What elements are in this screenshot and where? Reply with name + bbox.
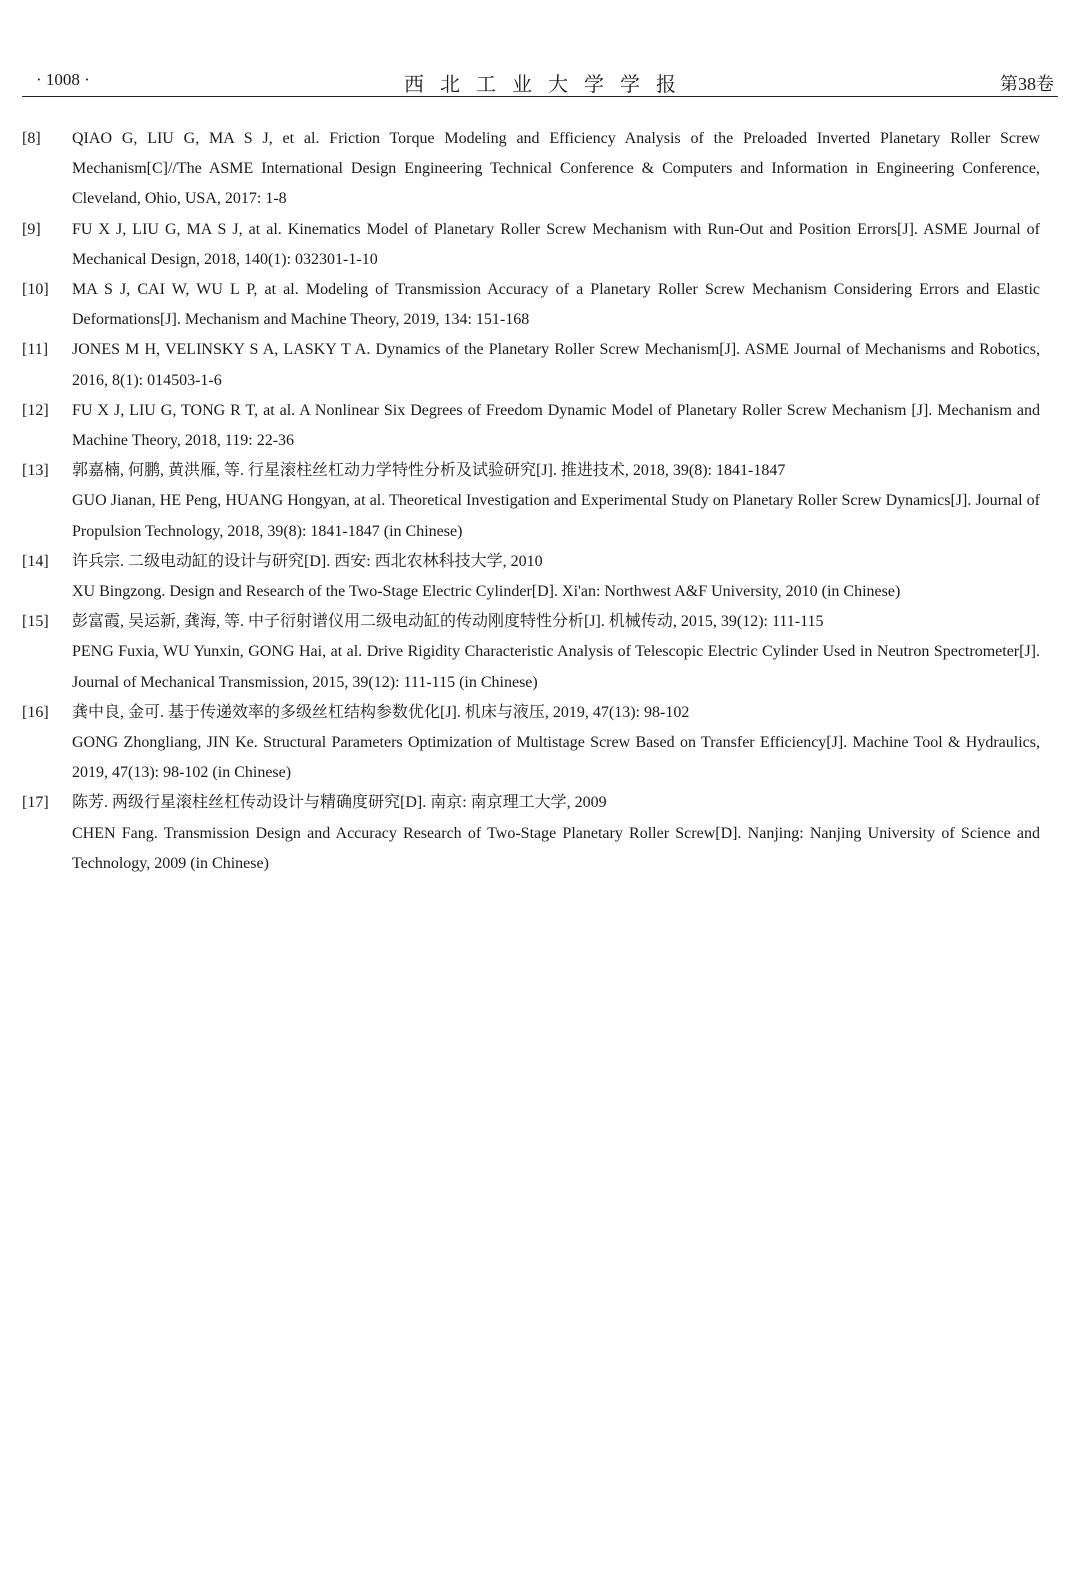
reference-number: [17] xyxy=(22,794,49,812)
reference-number: [11] xyxy=(22,341,49,359)
reference-item xyxy=(22,607,1040,698)
reference-text xyxy=(72,607,1040,698)
reference-text xyxy=(72,335,1040,395)
reference-line: QIAO G, LIU G, MA S J, et al. Friction Torque Modeling and Efficiency Analysis of the Preloaded Inverted Planetary Roller Screw Mechanism[C]//The ASME International Design Engineering Technical Conference & Computers and Information in Engineering Conference, Cleveland, Ohio, USA, 2017: 1-8 xyxy=(72,130,1040,208)
reference-line: JONES M H, VELINSKY S A, LASKY T A. Dynamics of the Planetary Roller Screw Mechanism[J]. ASME Journal of Mechanisms and Robotics, 2016, 8(1): 014503-1-6 xyxy=(72,341,1040,389)
reference-line-english: GONG Zhongliang, JIN Ke. Structural Parameters Optimization of Multistage Screw Based on Transfer Efficiency[J]. Machine Tool & Hydraulics, 2019, 47(13): 98-102 (in Chinese) xyxy=(72,734,1040,782)
reference-line-chinese: 龚中良, 金可. 基于传递效率的多级丝杠结构参数优化[J]. 机床与液压, 2019, 47(13): 98-102 xyxy=(72,703,690,721)
reference-text xyxy=(72,788,1040,879)
reference-line-chinese: 陈芳. 两级行星滚柱丝杠传动设计与精确度研究[D]. 南京: 南京理工大学, 2009 xyxy=(72,794,607,812)
page-header xyxy=(22,68,1058,97)
reference-item xyxy=(22,275,1040,335)
reference-number: [10] xyxy=(22,281,49,299)
reference-item xyxy=(22,547,1040,607)
reference-item xyxy=(22,396,1040,456)
reference-text xyxy=(72,124,1040,215)
reference-item xyxy=(22,788,1040,879)
reference-line-english: CHEN Fang. Transmission Design and Accuracy Research of Two-Stage Planetary Roller Screw[D]. Nanjing: Nanjing University of Science and Technology, 2009 (in Chinese) xyxy=(72,824,1040,872)
reference-number: [9] xyxy=(22,220,41,238)
reference-line-chinese: 许兵宗. 二级电动缸的设计与研究[D]. 西安: 西北农林科技大学, 2010 xyxy=(72,552,543,570)
reference-list xyxy=(22,124,1040,879)
reference-text xyxy=(72,547,1040,607)
page-number: · 1008 · xyxy=(36,70,90,89)
reference-number: [14] xyxy=(22,552,49,570)
reference-number: [13] xyxy=(22,462,49,480)
reference-text xyxy=(72,275,1040,335)
reference-text xyxy=(72,215,1040,275)
reference-number: [12] xyxy=(22,401,49,419)
reference-item xyxy=(22,335,1040,395)
reference-line-chinese: 彭富霞, 吴运新, 龚海, 等. 中子衍射谱仪用二级电动缸的传动刚度特性分析[J]. 机械传动, 2015, 39(12): 111-115 xyxy=(72,613,824,631)
volume-label: 第38卷 xyxy=(1000,74,1054,94)
reference-item xyxy=(22,124,1040,215)
journal-title: 西北工业大学学报 xyxy=(404,74,692,96)
reference-item xyxy=(22,456,1040,547)
reference-line: MA S J, CAI W, WU L P, at al. Modeling of Transmission Accuracy of a Planetary Roller Screw Mechanism Considering Errors and Elastic Deformations[J]. Mechanism and Machine Theory, 2019, 134: 151-168 xyxy=(72,281,1040,329)
reference-line-english: XU Bingzong. Design and Research of the Two-Stage Electric Cylinder[D]. Xi'an: Northwest A&F University, 2010 (in Chinese) xyxy=(72,583,901,601)
reference-line: FU X J, LIU G, MA S J, at al. Kinematics Model of Planetary Roller Screw Mechanism with Run-Out and Position Errors[J]. ASME Journal of Mechanical Design, 2018, 140(1): 032301-1-10 xyxy=(72,220,1040,268)
reference-line-chinese: 郭嘉楠, 何鹏, 黄洪雁, 等. 行星滚柱丝杠动力学特性分析及试验研究[J]. 推进技术, 2018, 39(8): 1841-1847 xyxy=(72,462,786,480)
reference-text xyxy=(72,698,1040,789)
reference-number: [15] xyxy=(22,613,49,631)
reference-line-english: GUO Jianan, HE Peng, HUANG Hongyan, at al. Theoretical Investigation and Experimental Study on Planetary Roller Screw Dynamics[J]. Journal of Propulsion Technology, 2018, 39(8): 1841-1847 (in Chinese) xyxy=(72,492,1040,540)
reference-item xyxy=(22,698,1040,789)
reference-line: FU X J, LIU G, TONG R T, at al. A Nonlinear Six Degrees of Freedom Dynamic Model of Planetary Roller Screw Mechanism [J]. Mechanism and Machine Theory, 2018, 119: 22-36 xyxy=(72,401,1040,450)
reference-text xyxy=(72,456,1040,547)
reference-text xyxy=(72,396,1040,456)
reference-number: [16] xyxy=(22,703,49,721)
reference-number: [8] xyxy=(22,130,41,147)
reference-line-english: PENG Fuxia, WU Yunxin, GONG Hai, at al. Drive Rigidity Characteristic Analysis of Telescopic Electric Cylinder Used in Neutron Spectrometer[J]. Journal of Mechanical Transmission, 2015, 39(12): 111-115 (in Chinese) xyxy=(72,643,1040,691)
reference-item xyxy=(22,215,1040,275)
